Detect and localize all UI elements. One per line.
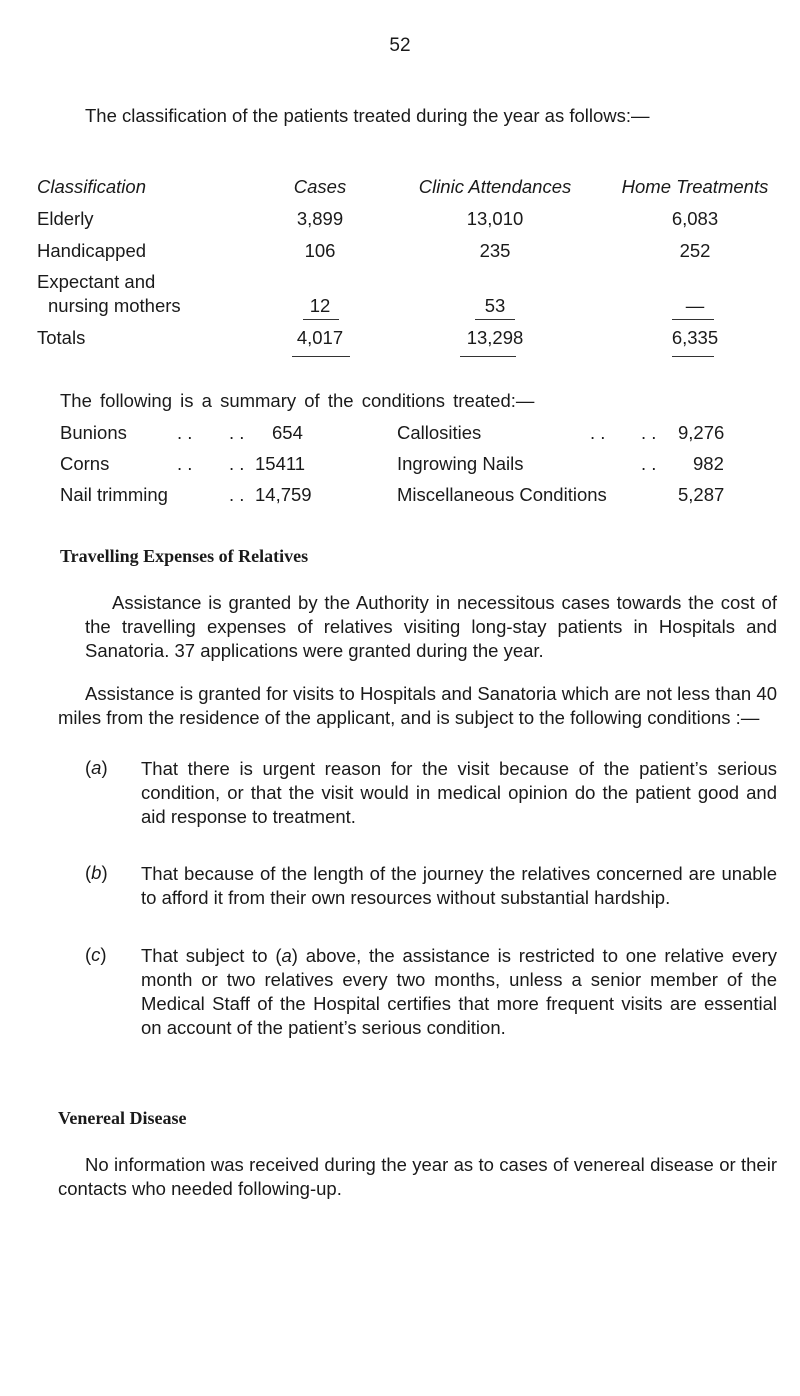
summary-label-corns: Corns — [60, 453, 110, 474]
travel-paragraph-1-text: Assistance is granted by the Authority in necessitous cases towards the cost of the travelling expenses of relatives visiting long-stay patients in Hospitals and Sanatoria. 37 applications were granted during the year. — [85, 592, 777, 661]
leader-dots: . . — [641, 422, 657, 443]
cell-cases: 12 — [309, 295, 331, 316]
condition-text-b: That because of the length of the journey the relatives concerned are unable to afford it from their own resources without substantial hardship. — [141, 863, 777, 908]
cell-home: 252 — [679, 240, 711, 261]
cell-cases: 106 — [304, 240, 336, 261]
row-label-handicapped: Handicapped — [37, 240, 147, 261]
travel-paragraph-2: Assistance is granted for visits to Hospitals and Sanatoria which are not less than 40 miles from the residence of the applicant, and is subject to the following conditions :— — [58, 683, 777, 728]
cell-clinic: 13,010 — [466, 208, 524, 229]
cell-clinic: 235 — [479, 240, 511, 261]
total-cases: 4,017 — [296, 327, 344, 348]
leader-dots: . . — [177, 422, 193, 443]
row-label-nursing-mothers: nursing mothers — [48, 295, 181, 316]
summary-label-ingrowing-nails: Ingrowing Nails — [397, 453, 524, 474]
summary-value-nail-trimming: 14,759 — [255, 484, 312, 505]
condition-label-a: (a) — [85, 757, 108, 778]
summary-label-callosities: Callosities — [397, 422, 482, 443]
summary-value-callosities: 9,276 — [678, 422, 725, 443]
page-number: 52 — [389, 35, 411, 56]
summary-intro: The following is a summary of the conditions treated:— — [60, 390, 535, 411]
leader-dots: . . — [177, 453, 193, 474]
leader-dots: . . — [229, 484, 245, 505]
travel-paragraph-1 — [58, 591, 777, 663]
summary-label-miscellaneous: Miscellaneous Conditions — [397, 484, 607, 505]
row-label-elderly: Elderly — [37, 208, 94, 229]
total-home: 6,335 — [671, 327, 719, 348]
summary-label-bunions: Bunions — [60, 422, 127, 443]
summary-value-bunions: 654 — [272, 422, 303, 443]
condition-label-c: (c) — [85, 944, 107, 965]
total-rule-cases-bottom — [292, 356, 350, 357]
header-home-treatments: Home Treatments — [621, 176, 769, 197]
section-heading-travelling-expenses: Travelling Expenses of Relatives — [60, 546, 309, 566]
header-classification: Classification — [37, 176, 146, 197]
total-rule-clinic-top — [475, 319, 515, 320]
total-rule-home-bottom — [672, 356, 714, 357]
cell-home: 6,083 — [671, 208, 719, 229]
leader-dots: . . — [590, 422, 606, 443]
header-cases: Cases — [293, 176, 347, 197]
venereal-paragraph: No information was received during the year as to cases of venereal disease or their contacts who needed following-up. — [58, 1154, 777, 1199]
condition-label-b: (b) — [85, 862, 108, 883]
leader-dots: . . — [641, 453, 657, 474]
intro-paragraph: The classification of the patients treated during the year as follows:— — [85, 105, 650, 126]
section-heading-venereal-disease: Venereal Disease — [58, 1108, 187, 1128]
header-clinic-attendances: Clinic Attendances — [418, 176, 572, 197]
total-rule-clinic-bottom — [460, 356, 516, 357]
total-clinic: 13,298 — [466, 327, 524, 348]
cell-home: — — [685, 295, 705, 316]
totals-label: Totals — [37, 327, 86, 348]
total-rule-home-top — [672, 319, 714, 320]
leader-dots: . . — [229, 453, 245, 474]
row-label-expectant: Expectant and — [37, 271, 156, 292]
summary-value-corns: 15411 — [255, 453, 306, 474]
summary-label-nail-trimming: Nail trimming — [60, 484, 168, 505]
cell-cases: 3,899 — [296, 208, 344, 229]
total-rule-cases-top — [303, 319, 339, 320]
condition-text-c: That subject to (a) above, the assistance is restricted to one relative every month or two relatives every two months, unless a senior member of the Medical Staff of the Hospital certifies that more frequent visits are essential on account of the patient’s serious condition. — [141, 945, 777, 1038]
cell-clinic: 53 — [484, 295, 506, 316]
leader-dots: . . — [229, 422, 245, 443]
summary-value-ingrowing-nails: 982 — [693, 453, 724, 474]
condition-text-a: That there is urgent reason for the visit because of the patient’s serious condition, or that the visit would in medical opinion do the patient good and aid response to treatment. — [141, 758, 777, 827]
summary-value-miscellaneous: 5,287 — [678, 484, 725, 505]
